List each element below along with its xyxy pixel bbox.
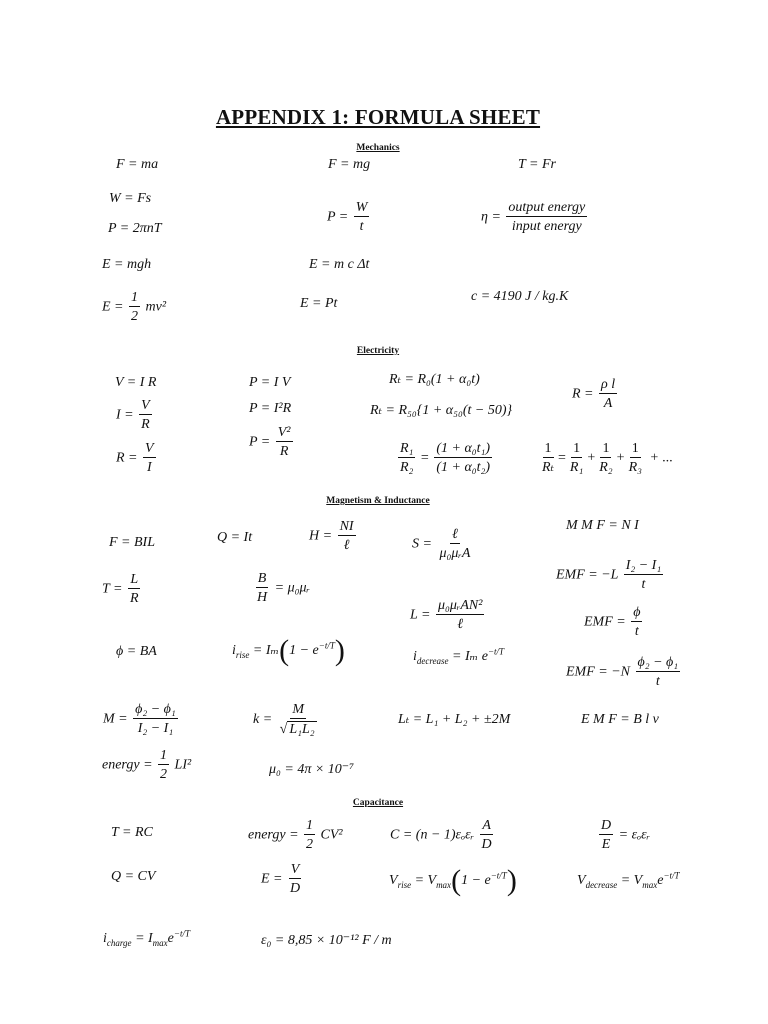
formula-flux: ϕ = BA [116,644,157,659]
formula-flux-density-field: $\frac{D}{E}$ = εₒεᵣ [601,818,651,853]
formula-resistance-vi: R = $\frac{V}{I}$ [116,441,154,476]
formula-energy-power: E = Pt [300,296,338,311]
formula-potential-energy: E = mgh [102,257,152,272]
formula-current-decrease: $i_{decrease} = I_m$ $e^{-t/T}$ [413,646,505,666]
formula-mu-zero: μ₀ = 4π × 10⁻⁷ [269,762,355,777]
formula-newton-second-law: F = ma [116,157,159,172]
formula-resistance-ratio: $\frac{\text{R₁}}{\text{R₂}}$ = $\frac{\text{(1 + α₀t₁)}}{\text{(1 + α₀t₂)}}$ [400,441,491,476]
section-heading-capacitance: Capacitance [352,798,404,808]
formula-emf-flux: EMF = $\frac{\phi}{t}$ [584,605,641,640]
section-heading-mechanics: Mechanics [356,143,400,153]
formula-ohms-law: V = I R [115,375,157,390]
formula-current-vr: I = $\frac{V}{R}$ [116,398,150,433]
page-title: APPENDIX 1: FORMULA SHEET [215,105,541,129]
formula-power-iv: P = I V [249,375,291,390]
formula-charging-current: $i_{charge} = I_{max}e^{-t/T}$ [103,928,190,948]
formula-permittivity-free-space: ε₀ = 8,85 × 10⁻¹² F / m [261,933,392,948]
section-heading-magnetism: Magnetism & Inductance [326,496,430,506]
formula-voltage-decrease: $V_{decrease} = V_{max}e^{-t/T}$ [577,870,680,890]
formula-coupling-coefficient: k = $\frac{M}{\text{√ L₁L₂}}$ [253,702,315,738]
formula-mmf: M M F = N I [566,518,639,533]
formula-power-i2r: P = I²R [249,401,292,416]
formula-time-constant-lr: T = $\frac{L}{R}$ [102,572,139,607]
formula-resistance-temp-r50: Rₜ = R₅₀{1 + α₅₀(t − 50)} [370,403,513,418]
formula-emf-blv: E M F = B l v [581,712,659,727]
formula-charge: Q = It [217,530,253,545]
formula-current-rise: $i_{rise} = I_m(1 - e^{-t/T})$ [232,634,345,667]
formula-kinetic-energy: E = $\frac{1}{2}$ mv² [102,290,167,325]
formula-charge-cv: Q = CV [111,869,156,884]
formula-force-bil: F = BIL [109,535,155,550]
formula-heat-energy: E = m c Δt [309,257,370,272]
formula-series-inductance: Lₜ = L₁ + L₂ + ±2M [398,712,511,727]
formula-power-work: P = $\frac{W}{t}$ [327,200,368,235]
section-heading-electricity: Electricity [356,346,400,356]
formula-parallel-resistance: $\frac{1}{\text{Rₜ}}$ = $\frac{1}{\text{R₁}}$ + $\frac{1}{\text{R₂}}$ + $\frac{1}{\text{R₃}}$ + ... [542,441,673,476]
formula-emf-n-turns: EMF = −N $\frac{\text{ϕ₂ − ϕ₁}}{t}$ [566,655,679,690]
formula-mutual-inductance: M = $\frac{\text{ϕ₂ − ϕ₁}}{\text{I₂ − I₁}}$ [103,702,176,737]
formula-voltage-rise: $V_{rise} = V_{max}(1 - e^{-t/T})$ [389,864,517,897]
formula-power-rotation: P = 2πnT [108,221,162,236]
formula-electric-field: E = $\frac{V}{D}$ [261,862,301,897]
formula-capacitor-energy: energy = $\frac{1}{2}$ CV² [248,818,343,853]
formula-weight: F = mg [328,157,371,172]
formula-h-field: H = $\frac{NI}{\text{ℓ}}$ [309,519,354,554]
formula-specific-heat: c = 4190 J / kg.K [471,289,569,304]
formula-work: W = Fs [109,191,152,206]
formula-resistivity: R = $\frac{\text{ρ l}}{A}$ [572,377,616,412]
formula-capacitance: C = (n − 1)εₒεᵣ $\frac{A}{D}$ [390,818,492,853]
formula-emf-inductance: EMF = −L $\frac{\text{I₂ − I₁}}{t}$ [556,558,662,593]
formula-torque: T = Fr [518,157,556,172]
formula-power-v2r: P = $\frac{\text{V²}}{R}$ [249,425,291,460]
formula-efficiency: η = $\frac{\text{output energy}}{\text{input energy}}$ [481,200,586,235]
formula-inductance: L = $\frac{\text{μ₀μᵣAN²}}{\text{ℓ}}$ [410,598,483,633]
formula-reluctance: S = $\frac{\text{ℓ}}{\text{μ₀μᵣA}}$ [412,527,471,562]
formula-resistance-temp-r0: Rₜ = R₀(1 + α₀t) [389,372,480,387]
formula-permeability: $\frac{B}{H}$ = μ₀μᵣ [257,571,310,606]
formula-time-constant-rc: T = RC [111,825,153,840]
formula-magnetic-energy: energy = $\frac{1}{2}$ LI² [102,748,192,783]
